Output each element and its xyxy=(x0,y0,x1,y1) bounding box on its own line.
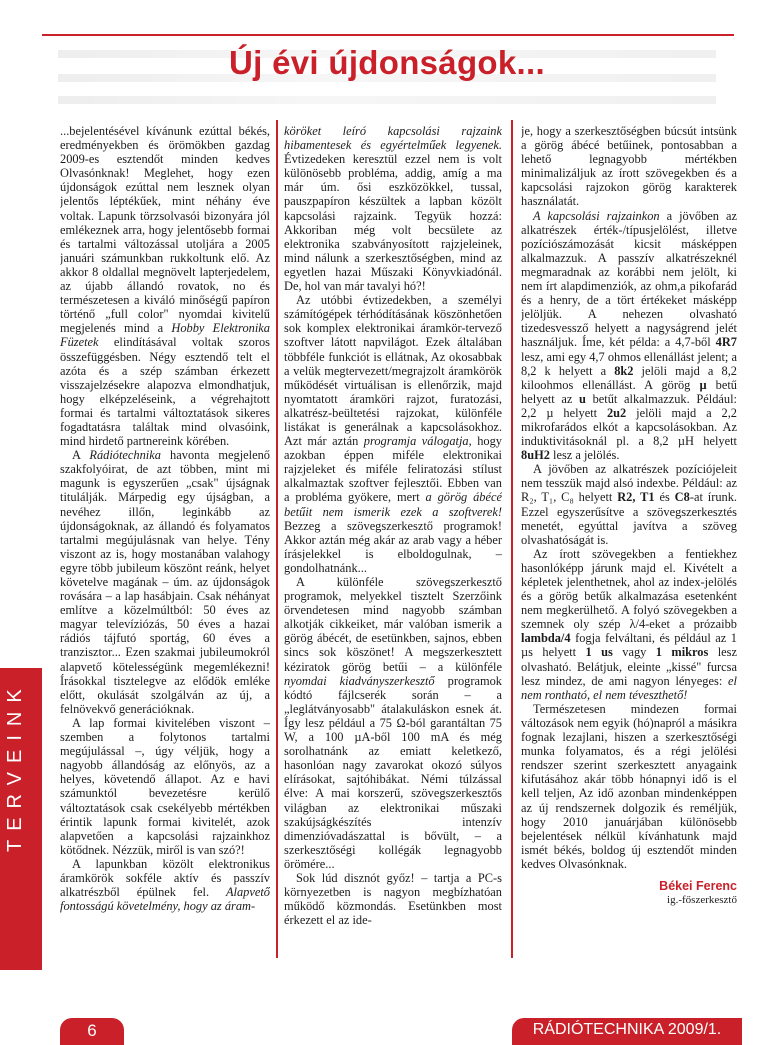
paragraph: Az utóbbi évtizedekben, a személyi számítógépek térhódításának köszönhetően sok komplex elektronikai áramkör-tervező szoftver látott napvilágot. Ezek általában többféle funkciót is ellátnak, Az okosabbak a velük megtervezett/megrajzolt áramkörök működését virtuálisan is ellenőrzik, majd nyomtatott áramköri rajzot, furatozási, alkatrész-beültetési rajzokat, különféle listákat is generálnak a kapcsolásokhoz. Azt már aztán programja válogatja, hogy azokban éppen miféle elektronikai rajzjeleket és miféle feliratozási stílust alkalmaztak szoftver fejlesztői. Ebben van a probléma gyökere, mert a görög ábécé betűit nem ismerik ezek a szoftverek! Bezzeg a szövegszerkesztő programok! Akkor aztán még akár az arab vagy a héber írásjelekkel is elboldogulnak, – gondolhatnánk... xyxy=(284,293,502,575)
paragraph: A Rádiótechnika havonta megjelenő szakfolyóirat, de azt többen, mint mi magunk is egyszerűen „csak" újságnak titulálják. Márpedig egy újságban, a nevéhez illőn, leginkább az újdonságoknak, az állandó és folyamatos tartalmi megújulásnak van helye. Tény viszont az is, hogy mostanában valahogy egyre több jubileum köszönt reánk, helyet követelve magának – úm. az újdonságok rovására – a lap hasábjain. Csak néhányat említve a közelmúltból: 50 éves az magyar televíziózás, 50 éves a hazai rádiós tájfutó sportág, 60 éves a tranzisztor... Ezen szakmai jubileumokról alapvető kötelességünk megemlékezni! Írásokkal tisztelegve az elődök emléke előtt, okulását szolgálván az új, a felnövekvő generációknak. xyxy=(60,448,270,716)
paragraph: je, hogy a szerkesztőségben búcsút intsünk a görög ábécé betűinek, pontosabban a lehető legnagyobb mértékben minimalizáljuk az írott szövegekben és a kapcsolási rajzokon görög karakterek használatát. xyxy=(521,124,737,209)
article-column-1 xyxy=(60,124,270,960)
article-column-3 xyxy=(521,124,737,960)
paragraph: A különféle szövegszerkesztő programok, melyekkel tisztelt Szerzőink örvendetesen mind nagyobb számban alkotják cikkeiket, már valóban ismerik a görög ábécét, de esetünkben, sajnos, ebben sincs sok köszönet! A megszerkesztett kéziratok görög betűi – a különféle nyomdai kiadványszerkesztő programok kódtó fájlcserék során – a „leglátványosabb" átalakuláskon esnek át. Így lesz például a 75 Ω-ból garantáltan 75 W, a 100 µA-ből 100 mA és még sorolhatnánk az emiatt keletkező, hasonlóan nagy zavarokat okozó súlyos elírásokat, sajtóhibákat. Némi túlzással élve: A mai korszerű, szövegszerkesztős világban az elektronikai műszaki szakújságkészítés intenzív dimenzióvadászattal is bővült, – a szerkesztőségi kollégák legnagyobb örömére... xyxy=(284,575,502,871)
paragraph: ...bejelentésével kívánunk ezúttal békés, eredményekben és örömökben gazdag 2009-es esztendőt minden kedves Olvasónknak! Meglehet, hogy ezen újdonságok ezúttal nem lesznek olyan jelentős léptékűek, mint néhány éve voltak. Lapunk törzsolvasói bizonyára jól emlékeznek arra, hogy jelentősebb formai és tartalmi változással utoljára a 2005 januári számunkban rukkoltunk elő. Az akkor 8 oldallal megnövelt lapterjedelem, az újabb állandó rovatok, no és természetesen a kiváló minőségű papíron történő „full color" nyomdai kivitelű megjelenés mind a Hobby Elektronika Füzetek elindításával voltak szoros összefüggésben. Négy esztendő telt el azóta és a szép számban érkezett visszajelzésekre alapozva elmondhatjuk, hogy elképzeléseink, a végrehajtott formai és tartalmi változtatások sikeres fogadtatásra találtak mind olvasóink, mind hirdető partnereink körében. xyxy=(60,124,270,449)
title-band xyxy=(58,40,716,106)
paragraph: A lapunkban közölt elektronikus áramkörök sokféle aktív és passzív alkatrészből épülnek fel. Alapvető fontosságú követelmény, hogy az áram- xyxy=(60,856,270,914)
signature xyxy=(521,879,737,907)
paragraph: köröket leíró kapcsolási rajzaink hibamentesek és egyértelműek legyenek. Évtizedeken keresztül ezzel nem is volt különösebb probléma, addig, amíg a ma már úm. ősi eszközökkel, tussal, pauszpapíron készültek a lapban közölt kapcsolási rajzaink. Tegyük hozzá: Akkoriban még volt becsülete az elektronika szabványosított rajzjeleinek, mind nálunk a szerkesztőségben, mind az egyetlen hazai Műszaki Könyvkiadónál. De, hol van már tavalyi hó?! xyxy=(284,124,502,294)
paragraph: A kapcsolási rajzainkon a jövőben az alkatrészek érték-/típusjelölést, illetve pozíciószámozását kicsit másképpen alkalmazzuk. A passzív alkatrészeknél megmaradnak az korábbi nem jelölt, ki nem írt alapdimenziók, az ohm,a pikofarád és a henry, de a tört értékeket másképp jelöljük. A nehezen olvasható tizedesvessző helyett a nagyságrend jelét használjuk. Íme, két példa: a 4,7-ből 4R7 lesz, ami egy 4,7 ohmos ellenállást jelent; a 8,2 k helyett a 8k2 jelöli majd a 8,2 kiloohmos ellenállást. A görög µ betű helyett az u betűt alkalmazzuk. Például: 2,2 µ helyett 2u2 jelöli majd a 2,2 mikrofarádos elkót a kapcsolásokban. Az induktivitásoknál pl. a 8,2 µH helyett 8uH2 lesz a jelölés. xyxy=(521,208,737,463)
section-label: TERVEINK xyxy=(4,680,26,852)
paragraph: Természetesen mindezen formai változások nem egyik (hó)napról a másikra fognak lezajlani, hiszen a szerkesztőségi munka folyamatos, és a régi jelölési rendszer szerint szerkesztett anyagaink kifutásához akár több hónapnyi idő is el kell teljen, Az idő azonban mindenképpen az új rendszernek dolgozik és reméljük, hogy 2010 januárjában különösebb bejelentések nélkül kívánhatunk majd ismét békés, boldog új esztendőt minden kedves Olvasónknak. xyxy=(521,701,737,871)
title-shadow-row xyxy=(58,96,716,104)
author-role: ig.-főszerkesztő xyxy=(667,894,737,907)
page-number: 6 xyxy=(87,1021,97,1040)
top-rule xyxy=(42,34,734,36)
paragraph: A lap formai kivitelében viszont – szemben a folytonos tartalmi megújulással –, úgy véljük, hogy a nagyobb állandóság az előnyös, az a helyes, követendő állapot. Az e havi számunktól bevezetésre kerülő változtatások csak csekélyebb mértékben érintik lapunk formai kivitelét, azok alapvetően a kapcsolási rajzainkhoz kötődnek. Nézzük, miről is van szó?! xyxy=(60,715,270,857)
author-name: Békei Ferenc xyxy=(659,878,737,893)
paragraph: Sok lúd disznót győz! – tartja a PC-s környezetben is nagyon megbízhatóan működő közmondás. Esetünkben most érkezett el az ide- xyxy=(284,870,502,928)
article-column-2 xyxy=(284,124,502,960)
paragraph: A jövőben az alkatrészek pozíciójeleit nem tesszük majd alsó indexbe. Például: az R₂, T₁, C₈ helyett R2, T1 és C8-at írunk. Ezzel egyszerűsítve a szövegszerkesztés menetét, egyúttal javítva a szöveg olvashatóságát is. xyxy=(521,462,737,547)
column-rule xyxy=(276,120,278,958)
paragraph: Az írott szövegekben a fentiekhez hasonlóképp járunk majd el. Kivételt a képletek jelenthetnek, ahol az index-jelölés és a görög betűk alkalmazása esetenként nem megkerülhető. A folyó szövegekben a szemnek oly szép λ/4-eket a prózaibb lambda/4 fogja felváltani, és például az 1 µs helyett 1 us vagy 1 mikros lesz olvasható. Belátjuk, eleinte „kissé" furcsa lesz mindez, de ami nagyon lényeges: el nem rontható, el nem téveszthető! xyxy=(521,546,737,702)
magazine-issue: RÁDIÓTECHNIKA 2009/1. xyxy=(532,1021,722,1038)
column-rule xyxy=(511,120,513,958)
page-title: Új évi újdonságok... xyxy=(229,44,545,81)
